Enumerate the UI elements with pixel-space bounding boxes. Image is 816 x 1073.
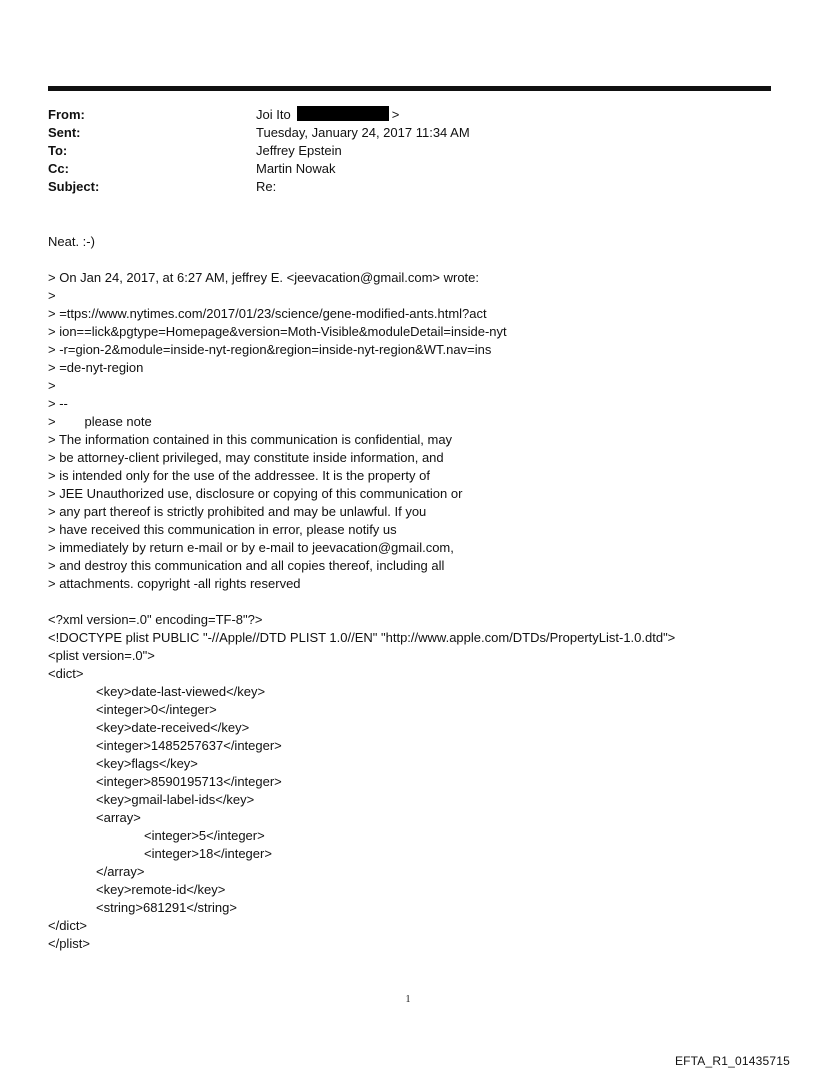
quoted-line: > ion==lick&pgtype=Homepage&version=Moth-Visible&moduleDetail=inside-nyt [48,324,507,339]
xml-line: <integer>18</integer> [144,846,272,861]
subject-row [48,178,768,196]
xml-line: <key>date-last-viewed</key> [96,684,266,699]
xml-line: <!DOCTYPE plist PUBLIC "-//Apple//DTD PLIST 1.0//EN" "http://www.apple.com/DTDs/PropertyList-1.0.dtd"> [48,630,676,645]
to-row [48,142,768,160]
quoted-line: > -- [48,396,68,411]
from-value [256,106,399,124]
xml-line: <integer>0</integer> [96,702,217,717]
quoted-line: > attachments. copyright -all rights reserved [48,576,301,591]
xml-line: <integer>5</integer> [144,828,265,843]
xml-line: <?xml version=.0" encoding=TF-8"?> [48,612,263,627]
quoted-message [48,269,788,593]
cc-row [48,160,768,178]
quoted-line: > have received this communication in error, please notify us [48,522,397,537]
document-id: EFTA_R1_01435715 [674,1054,790,1068]
from-label: From: [48,107,85,122]
xml-line: <array> [96,810,141,825]
cc-value: Martin Nowak [256,161,336,176]
quoted-line: > [48,378,56,393]
to-label: To: [48,143,68,158]
xml-line: <key>date-received</key> [96,720,250,735]
email-body [48,233,788,953]
xml-line: </plist> [48,936,90,951]
quoted-line: > =ttps://www.nytimes.com/2017/01/23/science/gene-modified-ants.html?act [48,306,487,321]
spacer [48,251,788,269]
to-value: Jeffrey Epstein [256,143,342,158]
quoted-line: > The information contained in this communication is confidential, may [48,432,453,447]
redaction-box [297,106,389,121]
quoted-line: > is intended only for the use of the addressee. It is the property of [48,468,430,483]
xml-line: <integer>8590195713</integer> [96,774,282,789]
sent-label: Sent: [48,125,81,140]
page-number: 1 [405,994,411,1005]
quoted-line: > [48,288,56,303]
header-divider [48,86,771,91]
quoted-line: > On Jan 24, 2017, at 6:27 AM, jeffrey E. <jeevacation@gmail.com> wrote: [48,270,479,285]
from-suffix: > [391,107,400,122]
cc-label: Cc: [48,161,69,176]
plist-xml-block [48,611,788,953]
xml-line: </dict> [48,918,88,933]
xml-line: <key>gmail-label-ids</key> [96,792,255,807]
quoted-line: > and destroy this communication and all copies thereof, including all [48,558,445,573]
quoted-line: > =de-nyt-region [48,360,144,375]
xml-line: <key>flags</key> [96,756,198,771]
quoted-line: > be attorney-client privileged, may constitute inside information, and [48,450,444,465]
greeting-text: Neat. :-) [48,234,95,249]
xml-line: <plist version=.0"> [48,648,155,663]
subject-value: Re: [256,179,277,194]
sent-row [48,124,768,142]
quoted-line: > -r=gion-2&module=inside-nyt-region&region=inside-nyt-region&WT.nav=ins [48,342,492,357]
email-header [48,106,768,196]
xml-line: </array> [96,864,145,879]
subject-label: Subject: [48,179,100,194]
from-name: Joi Ito [256,107,291,122]
spacer [48,593,788,611]
xml-line: <dict> [48,666,84,681]
xml-line: <key>remote-id</key> [96,882,226,897]
from-row [48,106,768,124]
xml-line: <integer>1485257637</integer> [96,738,282,753]
sent-value: Tuesday, January 24, 2017 11:34 AM [256,125,470,140]
quoted-line: > JEE Unauthorized use, disclosure or copying of this communication or [48,486,463,501]
quoted-line: > please note [48,414,152,429]
xml-line: <string>681291</string> [96,900,237,915]
quoted-line: > any part thereof is strictly prohibited and may be unlawful. If you [48,504,427,519]
quoted-line: > immediately by return e-mail or by e-mail to jeevacation@gmail.com, [48,540,454,555]
